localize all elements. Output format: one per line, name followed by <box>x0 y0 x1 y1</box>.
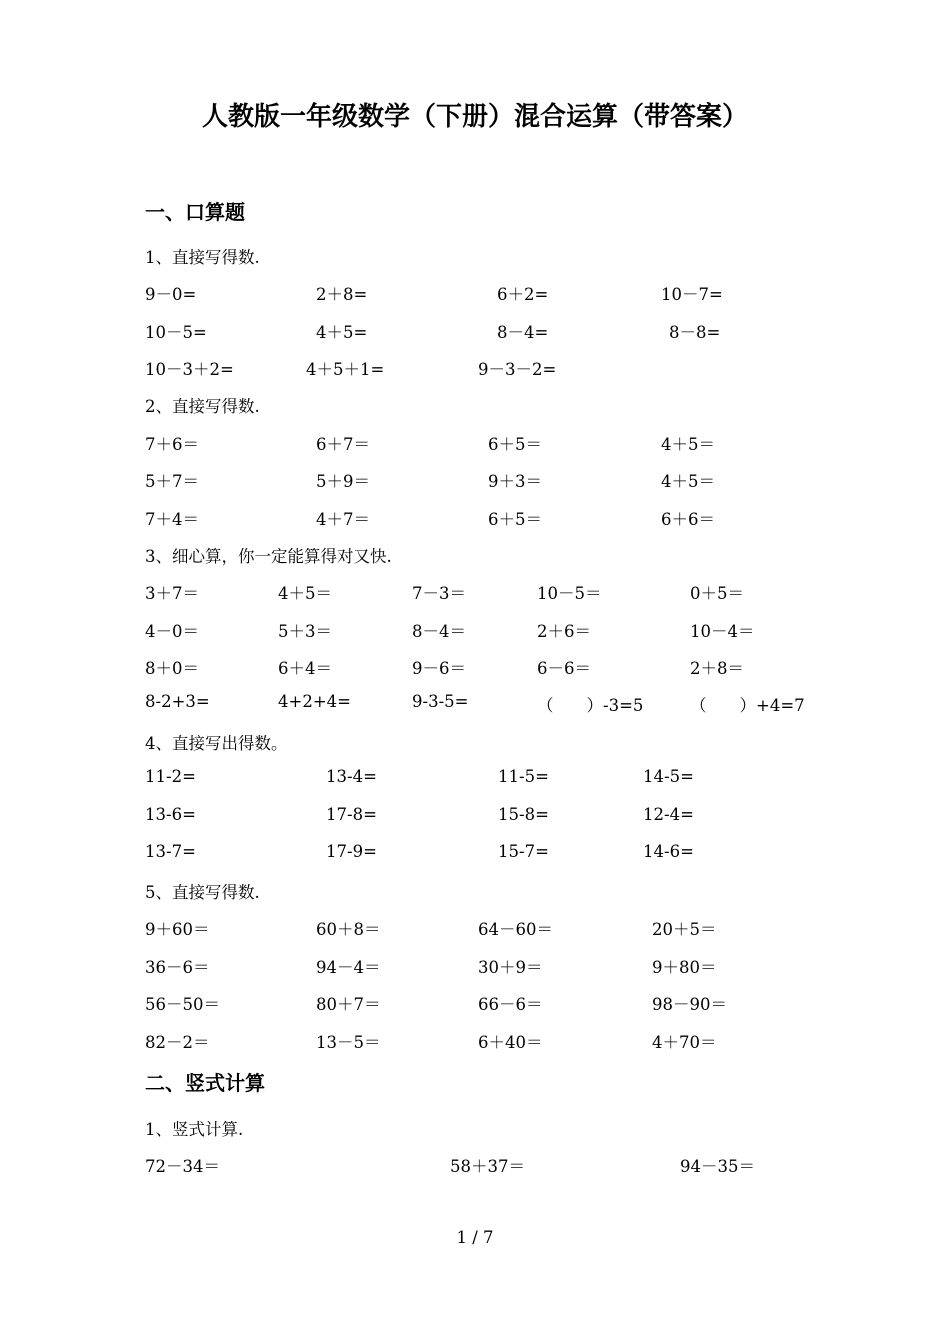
question-2-instruction: 2、直接写得数. <box>145 397 260 416</box>
math-problem: 4＋70＝ <box>652 1033 717 1052</box>
question-4-instruction: 4、直接写出得数。 <box>145 734 288 753</box>
math-problem: 8＋0＝ <box>145 659 199 678</box>
question-1-instruction: 1、直接写得数. <box>145 248 260 267</box>
problem-row <box>0 281 950 305</box>
math-problem: 8－4＝ <box>412 622 466 641</box>
math-problem: 2＋8= <box>316 285 368 304</box>
math-problem: 4＋5＝ <box>661 435 715 454</box>
math-problem: 5＋9＝ <box>316 472 370 491</box>
math-problem: 64－60＝ <box>478 920 553 939</box>
math-problem: 14-5= <box>643 767 694 786</box>
math-problem: 58＋37＝ <box>450 1157 525 1176</box>
problem-row <box>0 431 950 455</box>
math-problem: 98－90＝ <box>652 995 727 1014</box>
math-problem: 80＋7＝ <box>316 995 381 1014</box>
math-problem: 4+2+4= <box>278 692 351 711</box>
section-heading-vertical: 二、竖式计算 <box>145 1071 265 1095</box>
math-problem: 7＋4＝ <box>145 510 199 529</box>
math-problem: 36－6＝ <box>145 958 210 977</box>
problem-row <box>0 767 950 791</box>
math-problem: 9＋3＝ <box>488 472 542 491</box>
math-problem: 20＋5＝ <box>652 920 717 939</box>
math-problem: 4＋5＝ <box>278 584 332 603</box>
math-problem: 15-7= <box>498 842 549 861</box>
math-problem: 0＋5＝ <box>690 584 744 603</box>
math-problem: 10－5= <box>145 323 207 342</box>
math-problem: 11-2= <box>145 767 196 786</box>
math-problem: 60＋8＝ <box>316 920 381 939</box>
math-problem: （ ）+4=7 <box>690 696 805 715</box>
math-problem: 9－6＝ <box>412 659 466 678</box>
math-problem: 7＋6＝ <box>145 435 199 454</box>
page-number: 1 / 7 <box>456 1228 494 1247</box>
math-problem: 10－4＝ <box>690 622 755 641</box>
problem-row <box>0 468 950 492</box>
problem-row <box>0 692 950 716</box>
math-problem: 13-6= <box>145 805 196 824</box>
math-problem: 13-7= <box>145 842 196 861</box>
math-problem: 6－6＝ <box>537 659 591 678</box>
math-problem: 2＋6＝ <box>537 622 591 641</box>
math-problem: 30＋9＝ <box>478 958 543 977</box>
problem-row <box>0 356 950 380</box>
question-5-instruction: 5、直接写得数. <box>145 883 260 902</box>
math-problem: 8－8= <box>669 323 721 342</box>
math-problem: 15-8= <box>498 805 549 824</box>
section-heading-oral: 一、口算题 <box>145 200 245 224</box>
math-problem: 6＋5＝ <box>488 510 542 529</box>
math-problem: 4＋5= <box>316 323 368 342</box>
math-problem: 10－5＝ <box>537 584 602 603</box>
problem-row <box>0 954 950 978</box>
math-problem: 6＋40＝ <box>478 1033 543 1052</box>
math-problem: 94－4＝ <box>316 958 381 977</box>
math-problem: 7－3＝ <box>412 584 466 603</box>
math-problem: 66－6＝ <box>478 995 543 1014</box>
vertical-question-1-instruction: 1、竖式计算. <box>145 1120 244 1139</box>
math-problem: 6＋4＝ <box>278 659 332 678</box>
problem-row <box>0 842 950 866</box>
problem-row <box>0 580 950 604</box>
math-problem: 9-3-5= <box>412 692 469 711</box>
problem-row <box>0 618 950 642</box>
math-problem: 17-8= <box>326 805 377 824</box>
math-problem: 72－34＝ <box>145 1157 220 1176</box>
problem-row <box>0 805 950 829</box>
problem-row <box>0 1153 950 1177</box>
math-problem: （ ）-3=5 <box>537 696 644 715</box>
math-problem: 4＋5＝ <box>661 472 715 491</box>
question-3-instruction: 3、细心算，你一定能算得对又快. <box>145 547 392 566</box>
problem-row <box>0 655 950 679</box>
math-problem: 11-5= <box>498 767 549 786</box>
math-problem: 13-4= <box>326 767 377 786</box>
math-problem: 8－4= <box>497 323 549 342</box>
page-title: 人教版一年级数学（下册）混合运算（带答案） <box>201 102 748 132</box>
math-problem: 6＋6＝ <box>661 510 715 529</box>
math-problem: 8-2+3= <box>145 692 210 711</box>
math-problem: 6＋7＝ <box>316 435 370 454</box>
math-problem: 56－50＝ <box>145 995 220 1014</box>
math-problem: 4－0＝ <box>145 622 199 641</box>
math-problem: 4＋5＋1= <box>306 360 385 379</box>
math-problem: 9－0= <box>145 285 197 304</box>
math-problem: 14-6= <box>643 842 694 861</box>
math-problem: 9－3－2= <box>478 360 557 379</box>
math-problem: 9＋80＝ <box>652 958 717 977</box>
problem-row <box>0 916 950 940</box>
math-problem: 12-4= <box>643 805 694 824</box>
math-problem: 5＋7＝ <box>145 472 199 491</box>
math-problem: 3＋7＝ <box>145 584 199 603</box>
math-problem: 17-9= <box>326 842 377 861</box>
math-problem: 9＋60＝ <box>145 920 210 939</box>
math-problem: 6＋2= <box>497 285 549 304</box>
problem-row <box>0 319 950 343</box>
math-problem: 5＋3＝ <box>278 622 332 641</box>
math-problem: 4＋7＝ <box>316 510 370 529</box>
problem-row <box>0 991 950 1015</box>
math-problem: 6＋5＝ <box>488 435 542 454</box>
math-problem: 94－35＝ <box>680 1157 755 1176</box>
problem-row <box>0 506 950 530</box>
math-problem: 2＋8＝ <box>690 659 744 678</box>
math-problem: 10－7= <box>661 285 723 304</box>
math-problem: 82－2＝ <box>145 1033 210 1052</box>
problem-row <box>0 1029 950 1053</box>
math-problem: 10－3＋2= <box>145 360 234 379</box>
math-problem: 13－5＝ <box>316 1033 381 1052</box>
